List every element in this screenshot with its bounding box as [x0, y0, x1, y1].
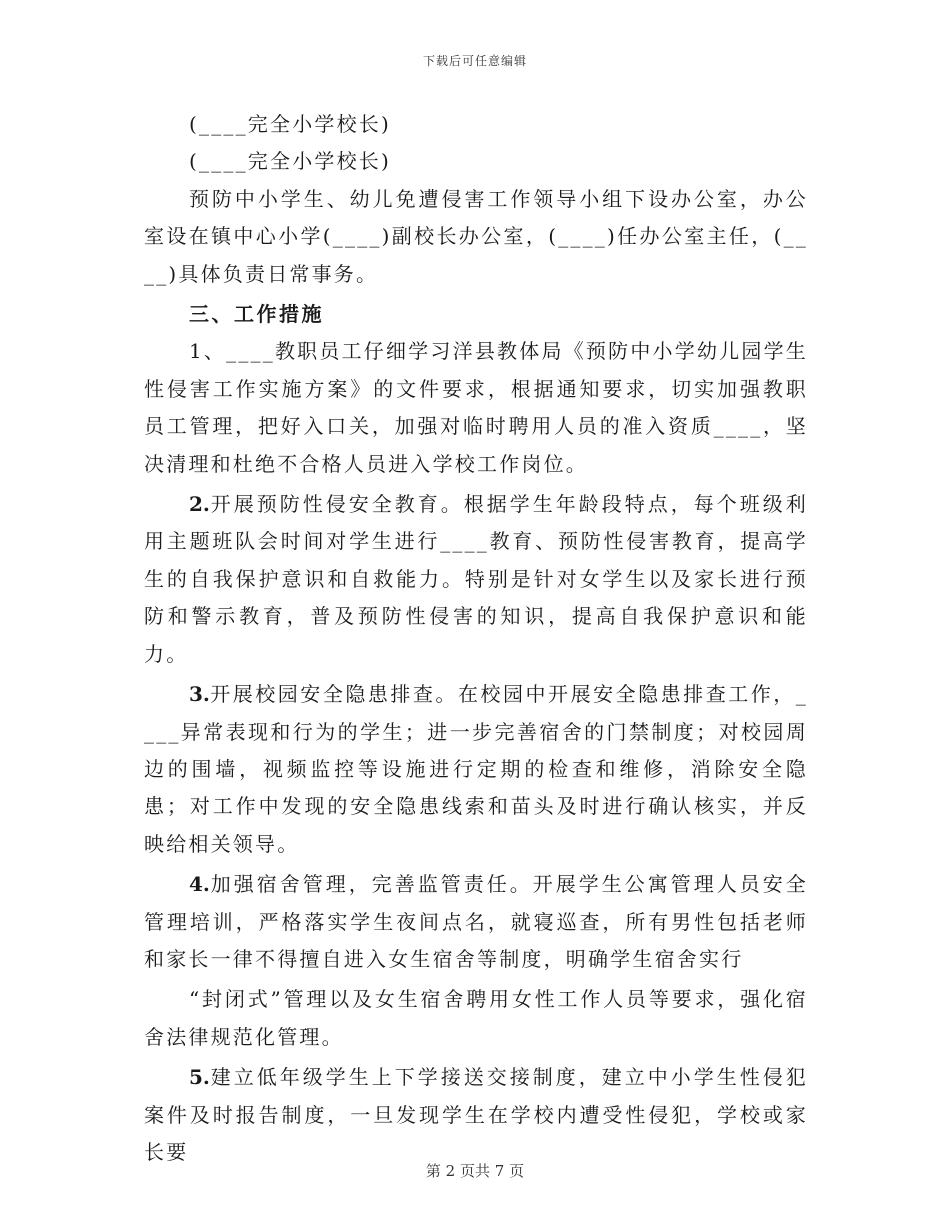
page-footer: 第 2 页共 7 页 — [425, 1162, 525, 1180]
paragraph-office — [144, 181, 808, 293]
heading-text: 三、工作措施 — [189, 302, 324, 327]
item-number: 5. — [189, 1065, 210, 1090]
paragraph-text: (____完全小学校长) — [189, 112, 392, 136]
paragraph-text: 1、____教职员工仔细学习洋县教体局《预防中小学幼儿园学生性侵害工作实施方案》的文件要求，根据通知要求，切实加强教职员工管理，把好入口关，加强对临时聘用人员的准入资质____，坚决清理和杜绝不合格人员进入学校工作岗位。 — [144, 339, 808, 476]
paragraph-text: 建立低年级学生上下学接送交接制度，建立中小学生性侵犯案件及时报告制度，一旦发现学生在学校内遭受性侵犯，学校或家长要 — [144, 1065, 808, 1164]
paragraph-text: “封闭式”管理以及女生宿舍聘用女性工作人员等要求，强化宿舍法律规范化管理。 — [144, 987, 808, 1049]
page-header: 下载后可任意编辑 — [422, 54, 527, 68]
paragraph-text: 开展预防性侵安全教育。根据学生年龄段特点，每个班级利用主题班队会时间对学生进行____教育、预防性侵害教育，提高学生的自我保护意识和自救能力。特别是针对女学生以及家长进行预防和警示教育，普及预防性侵害的知识，提高自我保护意识和能力。 — [144, 492, 808, 666]
paragraph-text: 加强宿舍管理，完善监管责任。开展学生公寓管理人员安全管理培训，严格落实学生夜间点名，就寝巡查，所有男性包括老师和家长一律不得擅自进入女生宿舍等制度，明确学生宿舍实行 — [144, 872, 808, 971]
paragraph-measure-4-continued — [144, 981, 808, 1056]
paragraph-measure-4 — [144, 866, 808, 978]
paragraph-measure-2 — [144, 486, 808, 673]
item-number: 4. — [189, 872, 210, 897]
paragraph-measure-1 — [144, 333, 808, 483]
paragraph-measure-5 — [144, 1059, 808, 1171]
item-number: 2. — [189, 492, 210, 517]
paragraph-text: 预防中小学生、幼儿免遭侵害工作领导小组下设办公室，办公室设在镇中心小学(____)副校长办公室，(____)任办公室主任，(____)具体负责日常事务。 — [144, 186, 808, 286]
paragraph-member-1 — [144, 106, 808, 143]
paragraph-measure-3 — [144, 676, 808, 863]
paragraph-text: 开展校园安全隐患排查。在校园中开展安全隐患排查工作，____异常表现和行为的学生；进一步完善宿舍的门禁制度；对校园周边的围墙，视频监控等设施进行定期的检查和维修，消除安全隐患；对工作中发现的安全隐患线索和苗头及时进行确认核实，并反映给相关领导。 — [144, 682, 808, 856]
paragraph-member-2 — [144, 143, 808, 180]
document-body — [144, 106, 808, 1171]
paragraph-text: (____完全小学校长) — [189, 149, 392, 174]
item-number: 3. — [189, 682, 210, 707]
section-heading — [144, 296, 808, 333]
